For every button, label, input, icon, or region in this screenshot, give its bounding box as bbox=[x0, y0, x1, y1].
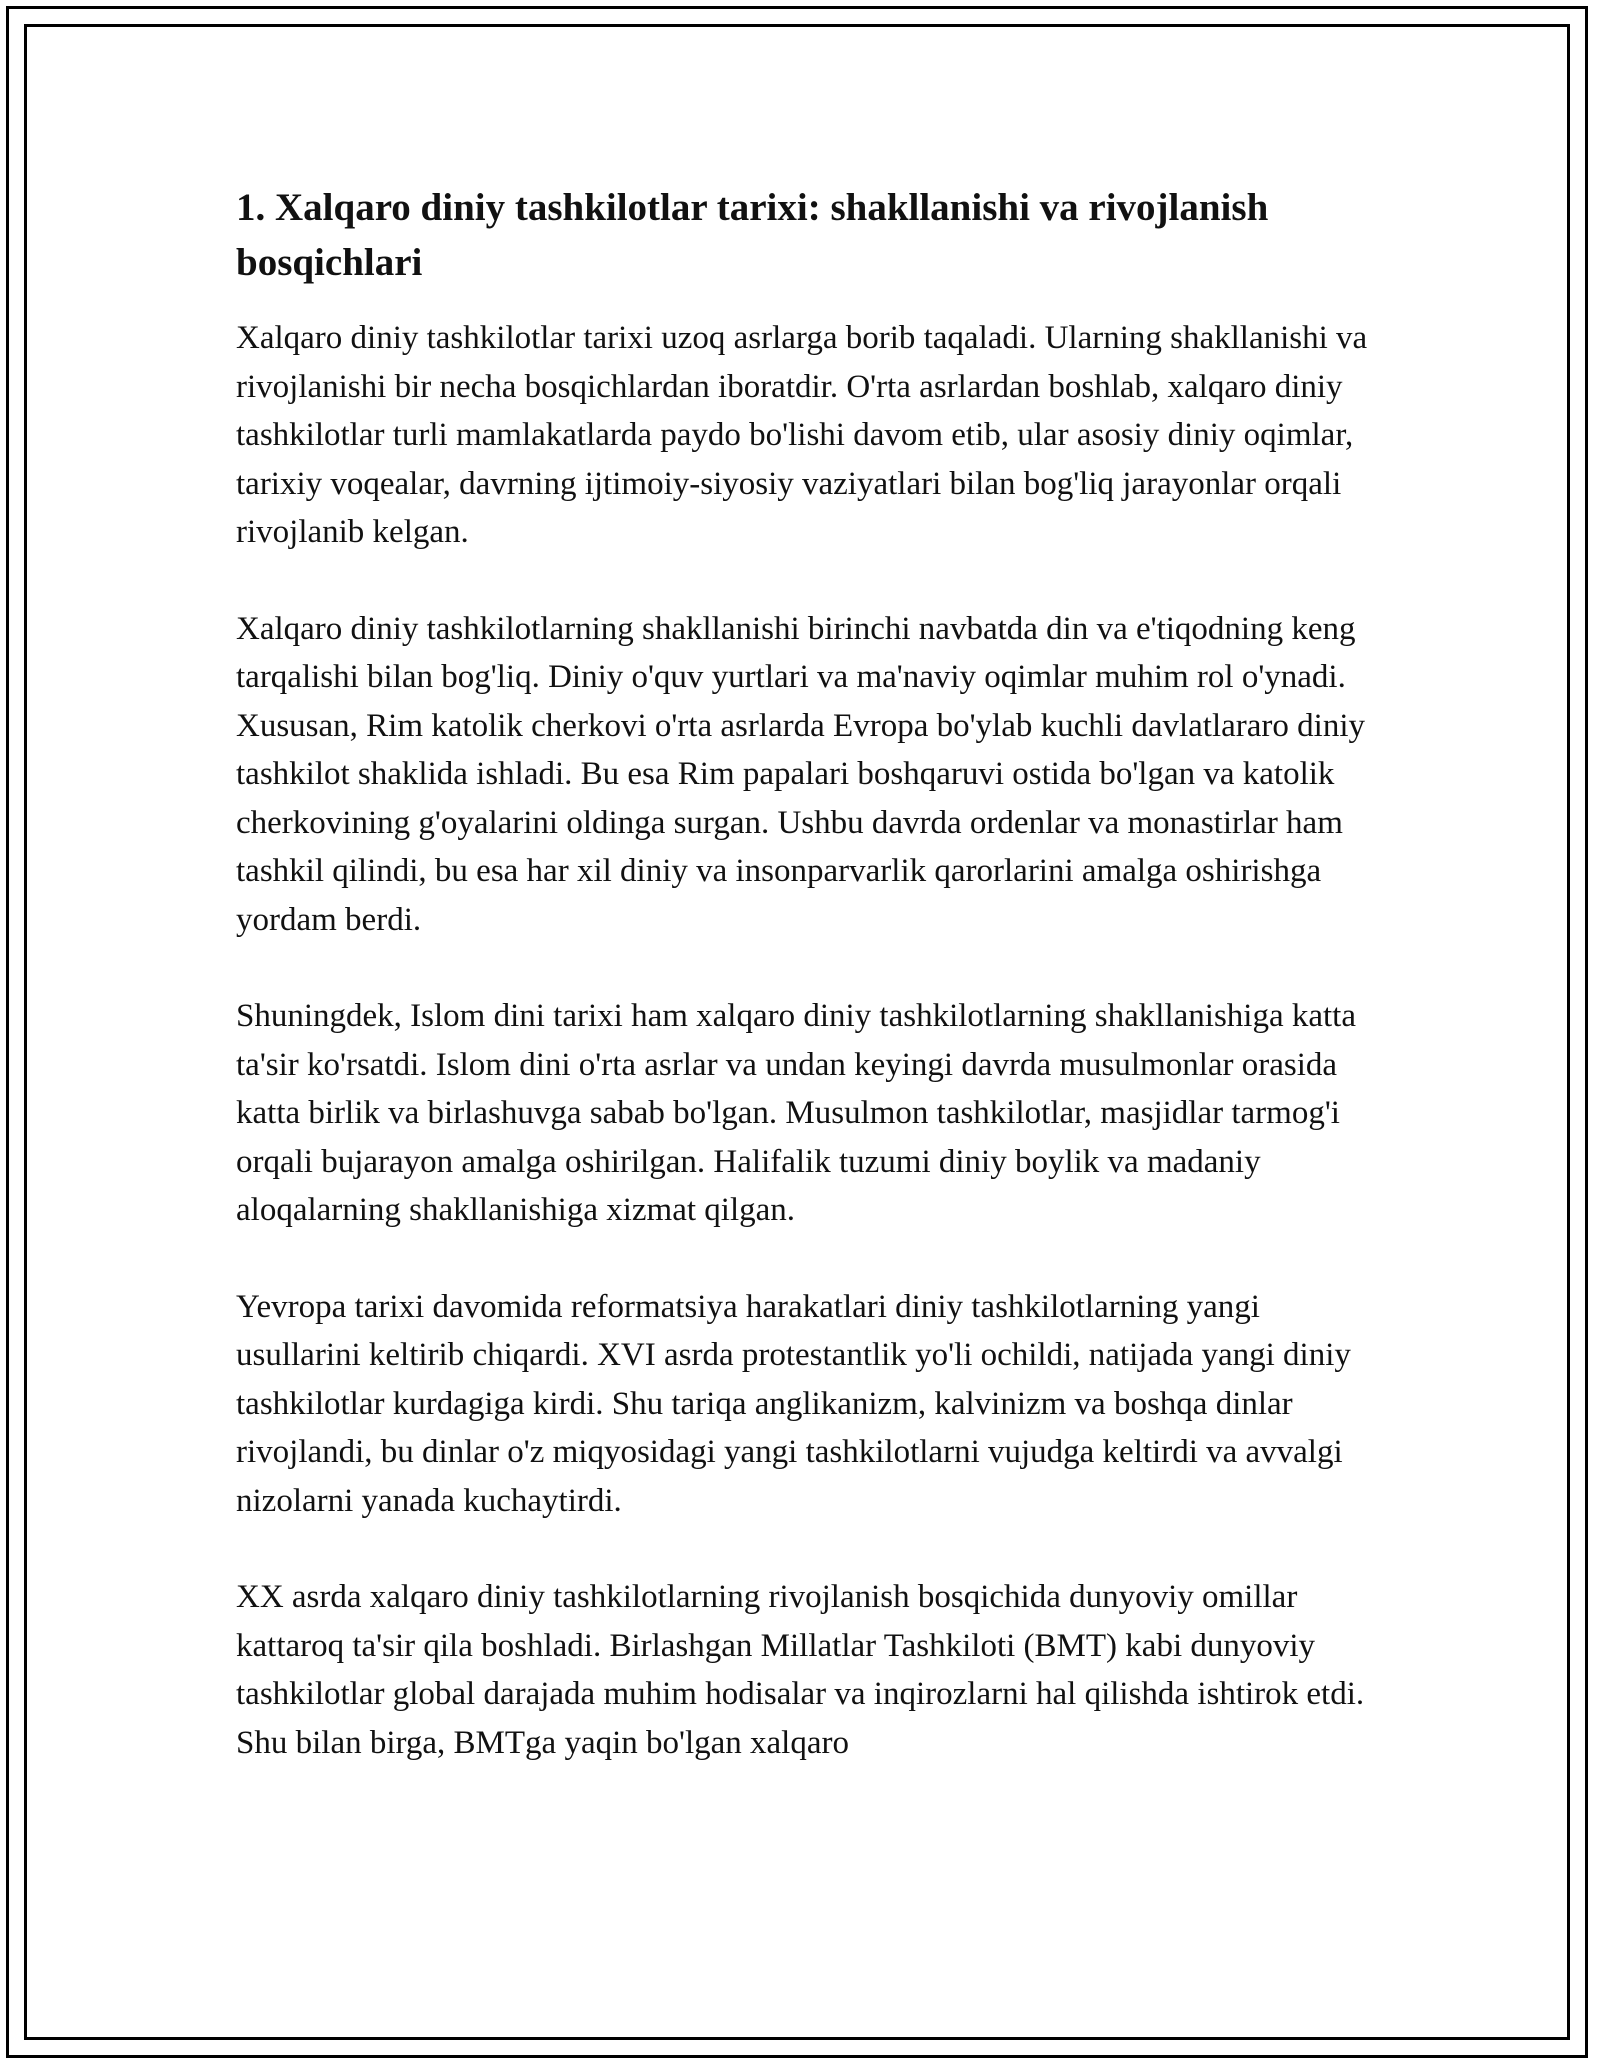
section-heading: 1. Xalqaro diniy tashkilotlar tarixi: shakllanishi va rivojlanish bosqichlari bbox=[236, 186, 1269, 284]
paragraph-2: Xalqaro diniy tashkilotlarning shakllanishi birinchi navbatda din va e'tiqodning keng tarqalishi bilan bog'liq. Diniy o'quv yurtlari va ma'naviy oqimlar muhim rol o'ynadi. Xususan, Rim katolik cherkovi o'rta asrlarda Evropa bo'ylab kuchli davlatlararo diniy tashkilot shaklida ishladi. Bu esa Rim papalari boshqaruvi ostida bo'lgan va katolik cherkovining g'oyalarini oldinga surgan. Ushbu davrda ordenlar va monastirlar ham tashkil qilindi, bu esa har xil diniy va insonparvarlik qarorlarini amalga oshirishga yordam berdi. bbox=[236, 610, 1365, 938]
paragraph-3: Shuningdek, Islom dini tarixi ham xalqaro diniy tashkilotlarning shakllanishiga katta ta'sir ko'rsatdi. Islom dini o'rta asrlar va undan keyingi davrda musulmonlar orasida katta birlik va birlashuvga sabab bo'lgan. Musulmon tashkilotlar, masjidlar tarmog'i orqali bujarayon amalga oshirilgan. Halifalik tuzumi diniy boylik va madaniy aloqalarning shakllanishiga xizmat qilgan. bbox=[236, 998, 1356, 1228]
paragraph-1: Xalqaro diniy tashkilotlar tarixi uzoq asrlarga borib taqaladi. Ularning shakllanishi va rivojlanishi bir necha bosqichlardan iboratdir. O'rta asrlardan boshlab, xalqaro diniy tashkilotlar turli mamlakatlarda paydo bo'lishi davom etib, ular asosiy diniy oqimlar, tarixiy voqealar, davrning ijtimoiy-siyosiy vaziyatlari bilan bog'liq jarayonlar orqali rivojlanib kelgan. bbox=[236, 320, 1368, 550]
paragraph-5: XX asrda xalqaro diniy tashkilotlarning rivojlanish bosqichida dunyoviy omillar kattaroq ta'sir qila boshladi. Birlashgan Millatlar Tashkiloti (BMT) kabi dunyoviy tashkilotlar global darajada muhim hodisalar va inqirozlarni hal qilishda ishtirok etdi. Shu bilan birga, BMTga yaqin bo'lgan xalqaro bbox=[236, 1579, 1365, 1761]
document-body bbox=[236, 180, 1376, 1815]
paragraph-4: Yevropa tarixi davomida reformatsiya harakatlari diniy tashkilotlarning yangi usullarini keltirib chiqardi. XVI asrda protestantlik yo'li ochildi, natijada yangi diniy tashkilotlar kurdagiga kirdi. Shu tariqa anglikanizm, kalvinizm va boshqa dinlar rivojlandi, bu dinlar o'z miqyosidagi yangi tashkilotlarni vujudga keltirdi va avvalgi nizolarni yanada kuchaytirdi. bbox=[236, 1288, 1351, 1519]
